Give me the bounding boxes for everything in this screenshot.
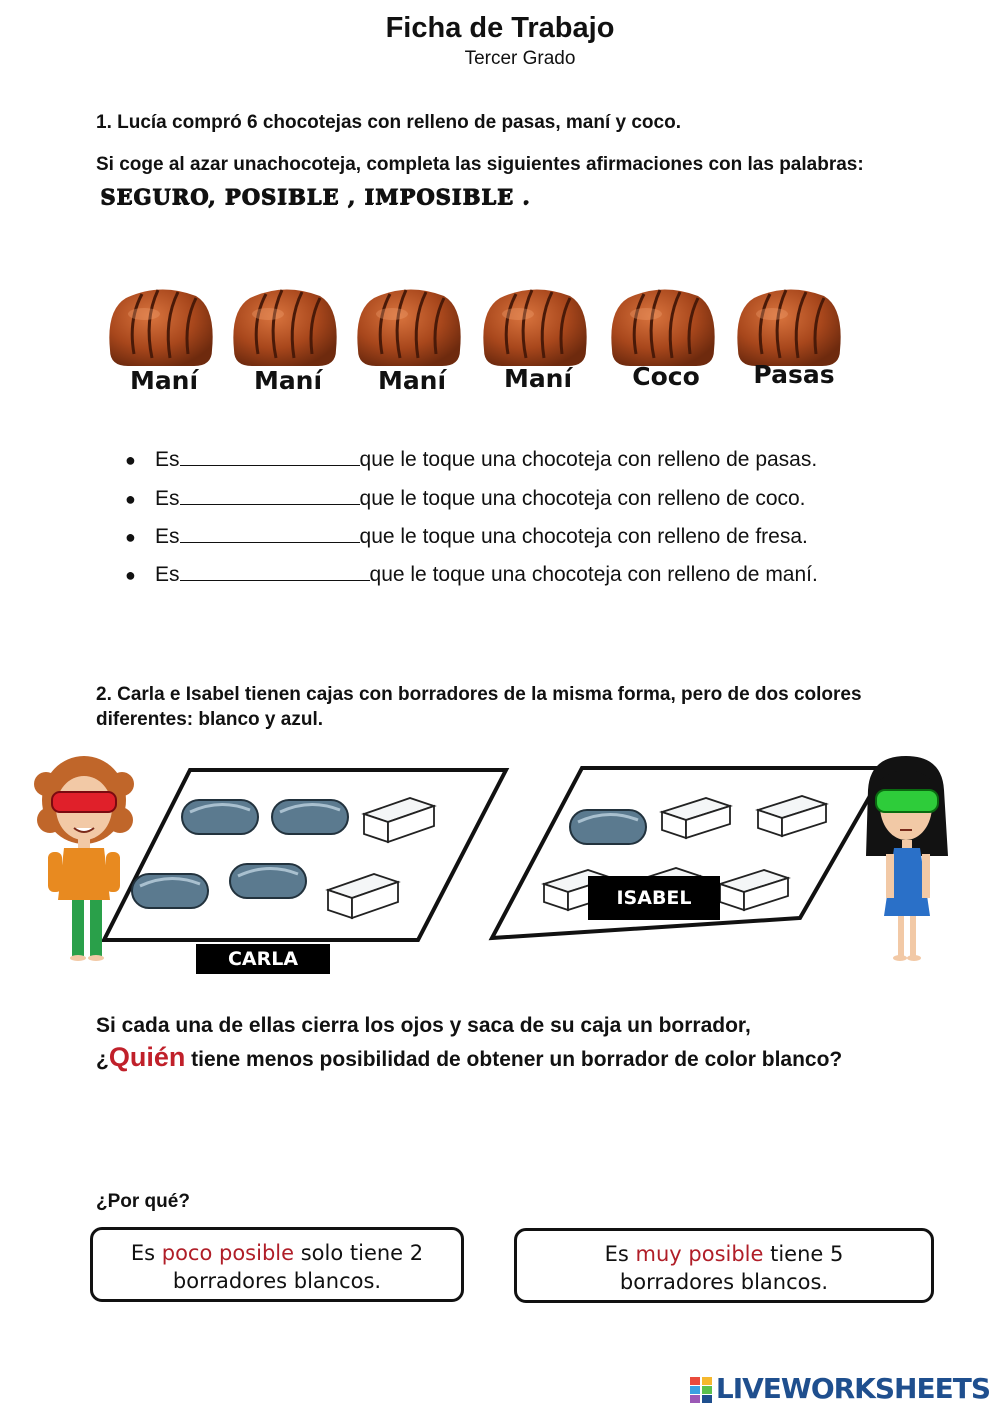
bullet: ● (125, 565, 136, 585)
bullet: ● (125, 527, 136, 547)
isabel-blue-eraser (570, 810, 646, 844)
page-subtitle: Tercer Grado (464, 48, 576, 69)
question-2-statement-line-1: 2. Carla e Isabel tienen cajas con borradores de la misma forma, pero de dos colores (96, 684, 862, 705)
question-1-instruction: Si coge al azar unachocoteja, completa las siguientes afirmaciones con las palabras: (96, 154, 864, 175)
answer-right-line-1: Es muy posible tiene 5 (604, 1242, 844, 1266)
prompt-open: ¿ (96, 1048, 109, 1071)
word-bank: SEGURO, POSIBLE , IMPOSIBLE . (100, 184, 531, 209)
sentence-1 (125, 443, 817, 472)
prompt-rest: tiene menos posibilidad de obtener un borrador de color blanco? (185, 1048, 843, 1071)
chocoteja-label-4: Maní (503, 364, 573, 393)
chocoteja-label-2: Maní (253, 366, 323, 395)
sentence-suffix: que le toque una chocoteja con relleno de coco. (359, 487, 806, 510)
sentence-3 (125, 520, 808, 549)
logo-icon (690, 1377, 712, 1403)
bullet: ● (125, 489, 136, 509)
chocoteja-5 (606, 280, 718, 372)
liveworksheets-logo: LIVEWORKSHEETS (690, 1372, 990, 1405)
chocoteja-label-1: Maní (129, 366, 199, 395)
chocoteja-4 (478, 280, 590, 372)
chocoteja-icon (732, 280, 844, 372)
sentence-prefix: Es (155, 563, 180, 586)
chocoteja-1 (104, 280, 216, 372)
isabel-white-eraser (720, 870, 788, 910)
isabel-white-eraser (662, 798, 730, 838)
chocoteja-label-5: Coco (632, 362, 700, 391)
sentence-prefix: Es (155, 448, 180, 471)
sentence-prefix: Es (155, 525, 180, 548)
carla-label: CARLA (196, 944, 330, 974)
answer-blank-1[interactable] (180, 443, 360, 466)
carla-blue-eraser (132, 874, 208, 908)
page-title: Ficha de Trabajo (385, 12, 615, 44)
bullet: ● (125, 450, 136, 470)
chocoteja-6 (732, 280, 844, 372)
chocoteja-label-6: Pasas (753, 360, 835, 389)
answer-option-left[interactable] (90, 1227, 464, 1302)
carla-blue-eraser (230, 864, 306, 898)
question-1-statement: 1. Lucía compró 6 chocotejas con relleno de pasas, maní y coco. (96, 112, 681, 133)
sentence-4 (125, 558, 818, 587)
isabel-white-eraser (758, 796, 826, 836)
sentence-suffix: que le toque una chocoteja con relleno de fresa. (359, 525, 808, 548)
chocoteja-label-3: Maní (377, 366, 447, 395)
answer-option-right[interactable] (514, 1228, 934, 1303)
eraser-boxes-illustration (0, 740, 1000, 980)
carla-figure (34, 756, 134, 961)
chocoteja-icon (352, 280, 464, 372)
sentence-suffix: que le toque una chocoteja con relleno de pasas. (359, 448, 818, 471)
chocoteja-icon (104, 280, 216, 372)
chocoteja-icon (228, 280, 340, 372)
chocoteja-icon (606, 280, 718, 372)
sentence-prefix: Es (155, 487, 180, 510)
answer-left-line-1: Es poco posible solo tiene 2 (130, 1241, 424, 1265)
carla-white-eraser (364, 798, 434, 842)
isabel-figure (866, 756, 948, 961)
sentence-suffix: que le toque una chocoteja con relleno de maní. (369, 563, 818, 586)
chocoteja-icon (478, 280, 590, 372)
sentence-2 (125, 482, 806, 511)
question-2-statement-line-2: diferentes: blanco y azul. (96, 709, 323, 730)
carla-blue-eraser (272, 800, 348, 834)
answer-blank-4[interactable] (180, 558, 370, 581)
answer-left-line-2: borradores blancos. (172, 1269, 382, 1293)
carla-white-eraser (328, 874, 398, 918)
answer-right-line-2: borradores blancos. (619, 1270, 829, 1294)
why-label: ¿Por qué? (96, 1191, 190, 1212)
chocoteja-2 (228, 280, 340, 372)
carla-box (104, 770, 506, 940)
isabel-label: ISABEL (588, 876, 720, 920)
answer-blank-3[interactable] (180, 520, 360, 543)
prompt-line-2 (96, 1042, 842, 1073)
carla-blue-eraser (182, 800, 258, 834)
answer-blank-2[interactable] (180, 482, 360, 505)
chocoteja-3 (352, 280, 464, 372)
prompt-highlight: Quién (108, 1042, 186, 1072)
prompt-line-1: Si cada una de ellas cierra los ojos y saca de su caja un borrador, (96, 1014, 751, 1037)
